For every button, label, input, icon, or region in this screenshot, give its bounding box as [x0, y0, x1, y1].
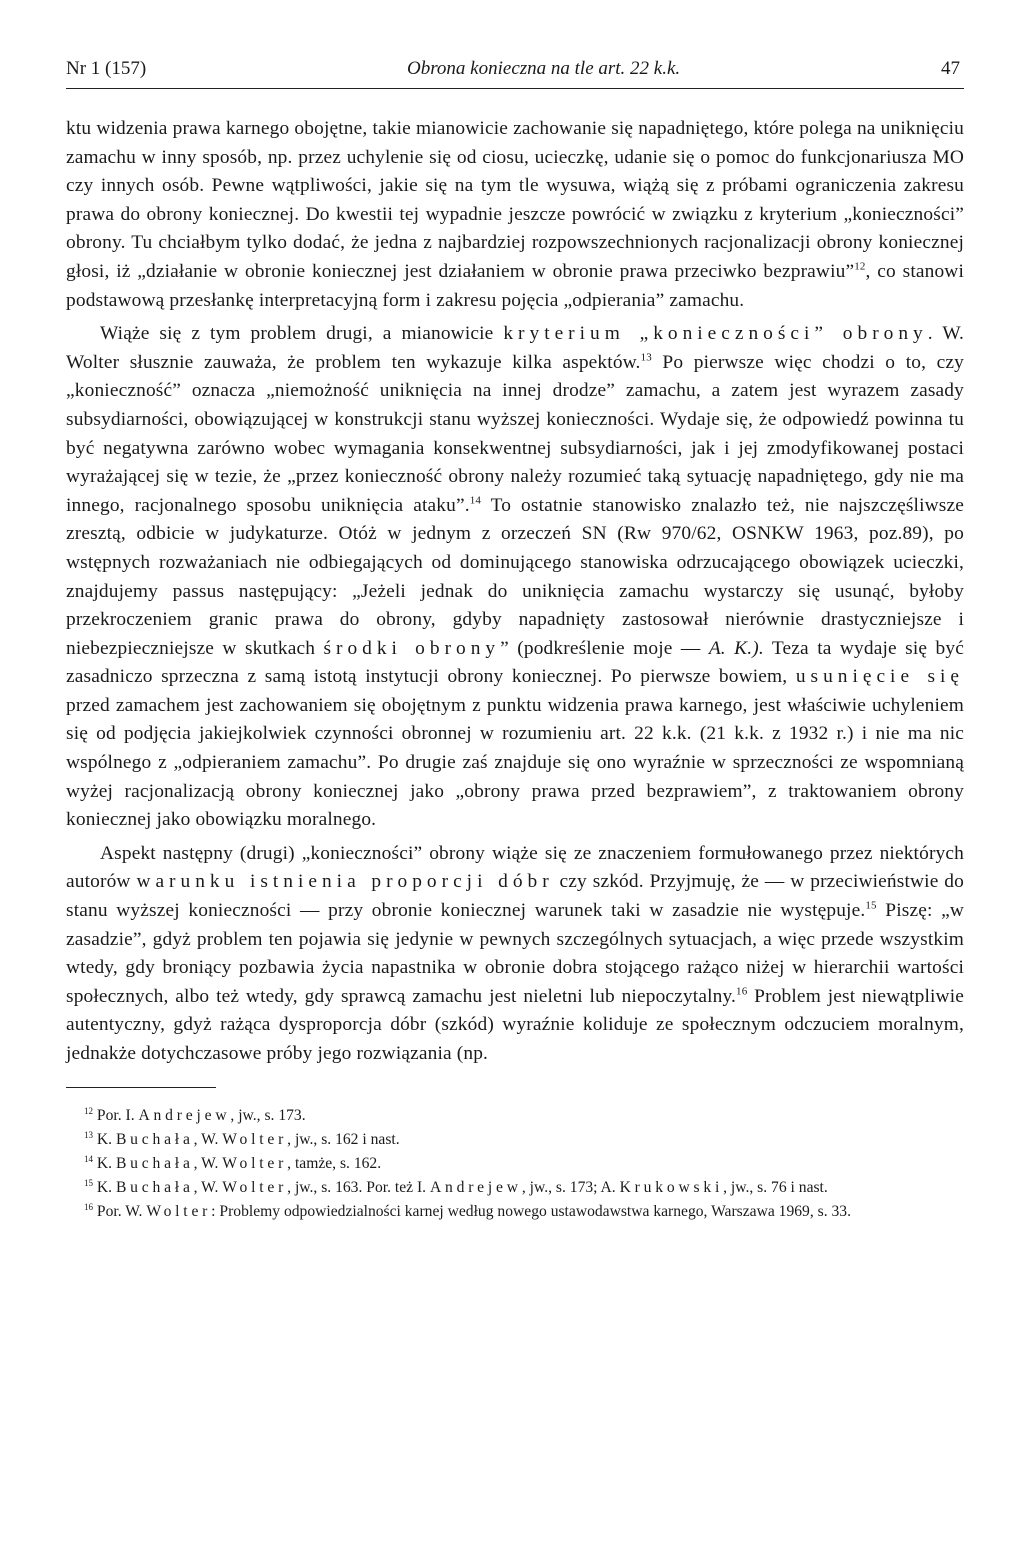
footnote-13	[66, 1128, 964, 1152]
footnote-number: 13	[84, 1129, 93, 1140]
footnote-rule	[66, 1087, 216, 1088]
footnote-text: , W.	[193, 1178, 223, 1196]
page-number: 47	[941, 58, 960, 79]
footnote-text: : Problemy odpowiedzialności karnej według nowego ustawodawstwa karnego, Warszawa 1969, s. 33.	[211, 1202, 851, 1220]
footnote-text: Por. I.	[96, 1106, 139, 1124]
article-body	[66, 115, 964, 1069]
footnote-ref-12[interactable]: 12	[854, 260, 866, 273]
author-name: Wolter	[222, 1178, 288, 1196]
paragraph-text: Teza ta wydaje się być zasadniczo sprzeczna z samą istotą instytucji obrony koniecznej. Po pierwsze bowiem,	[66, 637, 964, 688]
paragraph-text: To ostatnie stanowisko znalazło też, nie najszczęśliwsze zresztą, odbicie w judykaturze. Otóż w jednym z orzeczeń SN (Rw 970/62, OSNKW 1963, poz.89), po wstępnych rozważaniach nie odbiegających od dominującego stanowiska odrzucającego obowiązek ucieczki, znajdujemy passus następujący: „Jeżeli jednak do uniknięcia zamachu wystarczy się usunąć, byłoby przekroczeniem granic prawa do obrony, gdyby napadnięty zastosował nierównie drastyczniejsze i niebezpieczniejsze w skutkach	[66, 494, 964, 659]
footnote-ref-13[interactable]: 13	[640, 351, 652, 364]
author-name: Krukowski	[619, 1178, 724, 1196]
spaced-emphasis: usunięcie się	[795, 666, 965, 688]
footnote-text: K.	[96, 1130, 116, 1148]
spaced-emphasis: kryterium „konieczności” obrony	[503, 323, 928, 345]
paragraph-text: czy szkód. Przyjmuję, że — w przeciwieństwie do stanu wyższej konieczności — przy obronie koniecznej warunek taki w zasadzie nie występuje.	[66, 871, 964, 922]
footnote-14	[66, 1152, 964, 1176]
footnote-text: , W.	[193, 1154, 223, 1172]
paragraph-text: Aspekt następny (drugi) „konieczności” obrony wiąże się ze znaczeniem formułowanego przez niektórych autorów	[66, 842, 964, 893]
footnotes	[66, 1104, 964, 1224]
author-name: Wolter	[222, 1130, 288, 1148]
paragraph-text: ktu widzenia prawa karnego obojętne, takie mianowicie zachowanie się napadniętego, które polega na uniknięciu zamachu w inny sposób, np. przez uchylenie się od ciosu, ucieczkę, udanie się o pomoc do funkcjonariusza MO czy innych osób. Pewne wątpliwości, jakie się na tym tle wysuwa, wiążą się z próbami ograniczenia zakresu prawa do obrony koniecznej. Do kwestii tej wypadnie jeszcze powrócić w związku z kryterium „konieczności” obrony. Tu chciałbym tylko dodać, że jedna z najbardziej rozpowszechnionych racjonalizacji obrony koniecznej głosi, iż „działanie w obronie koniecznej jest działaniem w obronie prawa przeciwko bezprawiu”	[66, 118, 964, 282]
author-name: Andrejew	[429, 1178, 522, 1196]
paragraph-3	[66, 840, 964, 1069]
author-name: Buchała	[115, 1130, 194, 1148]
footnote-16	[66, 1200, 964, 1224]
paragraph-text: . W. Wolter słusznie zauważa, że problem ten wykazuje kilka aspektów.	[66, 323, 964, 373]
footnote-text: , jw., s. 76 i nast.	[723, 1178, 828, 1196]
footnote-number: 12	[84, 1105, 93, 1116]
footnote-text: K.	[96, 1154, 116, 1172]
paragraph-text: Piszę: „w zasadzie”, gdyż problem ten pojawia się jedynie w pewnych szczególnych sytuacjach, a więc przede wszystkim wtedy, gdy broniący pozbawia życia napastnika w obronie dobra stojącego rażąco niżej w hierarchii wartości społecznych, albo też wtedy, gdy sprawcą zamachu jest nieletni lub niepoczytalny.	[66, 900, 964, 1007]
paragraph-text: ” (podkreślenie moje —	[500, 637, 709, 659]
paragraph-text: przed zamachem jest zachowaniem się obojętnym z punktu widzenia prawa karnego, jest właściwie uchyleniem się od podjęcia jakiejkolwiek czynności obronnej w rozumieniu art. 22 k.k. (21 k.k. z 1932 r.) i nie ma nic wspólnego z „odpieraniem zamachu”. Po drugie zaś znajduje się ono wyraźnie w sprzeczności ze wspomnianą wyżej racjonalizacją obrony koniecznej jako „obrony prawa przed bezprawiem”, z traktowaniem obrony koniecznej jako obowiązku moralnego.	[66, 694, 964, 831]
spaced-emphasis: środki obrony	[323, 637, 501, 659]
footnote-text: , jw., s. 173; A.	[521, 1178, 620, 1196]
paragraph-1	[66, 115, 964, 315]
footnote-15	[66, 1176, 964, 1200]
footnote-12	[66, 1104, 964, 1128]
footnote-ref-15[interactable]: 15	[865, 899, 877, 912]
author-name: Buchała	[115, 1154, 194, 1172]
author-name: Buchała	[115, 1178, 194, 1196]
issue-number: Nr 1 (157)	[66, 58, 147, 79]
paragraph-2	[66, 320, 964, 835]
footnote-ref-14[interactable]: 14	[469, 494, 482, 507]
spaced-emphasis: warunku istnienia proporcji dóbr	[136, 871, 554, 893]
author-name: Wolter	[222, 1154, 288, 1172]
author-name: Andrejew	[138, 1106, 231, 1124]
footnote-number: 15	[84, 1177, 93, 1188]
footnote-text: , jw., s. 162 i nast.	[287, 1130, 400, 1148]
author-name: Wolter	[146, 1202, 212, 1220]
running-title: Obrona konieczna na tle art. 22 k.k.	[407, 58, 681, 79]
header-rule	[66, 88, 964, 89]
footnote-ref-16[interactable]: 16	[736, 985, 748, 998]
footnote-text: , jw., s. 173.	[230, 1106, 306, 1124]
running-header	[66, 58, 964, 80]
footnote-text: K.	[96, 1178, 116, 1196]
paragraph-text: , co stanowi podstawową przesłankę interpretacyjną form i zakresu pojęcia „odpierania” zamachu.	[66, 260, 964, 311]
footnote-text: , jw., s. 163. Por. też I.	[287, 1178, 430, 1196]
paragraph-text: Po pierwsze więc chodzi o to, czy „konieczność” oznacza „niemożność uniknięcia na innej drodze” zamachu, a zatem jest wyrazem zasady subsydiarności, obowiązującej w konstrukcji stanu wyższej konieczności. Wydaje się, że odpowiedź powinna tu być negatywna zarówno wobec wymagania konsekwentnej subsydiarności, jak i jej zmodyfikowanej postaci wyrażającej się w tezie, że „przez konieczność obrony należy rozumieć taką sytuację napadniętego, gdy nie ma innego, racjonalnego sposobu uniknięcia ataku”.	[66, 351, 964, 516]
footnote-number: 14	[84, 1153, 93, 1164]
footnote-number: 16	[84, 1201, 93, 1212]
footnote-text: , tamże, s. 162.	[287, 1154, 382, 1172]
paragraph-text: Problem jest niewątpliwie autentyczny, gdyż rażąca dysproporcja dóbr (szkód) wyraźnie koliduje ze społecznym odczuciem moralnym, jednakże dotychczasowe próby jego rozwiązania (np.	[66, 985, 965, 1064]
author-initials: A. K.).	[708, 637, 764, 659]
footnote-text: , W.	[193, 1130, 223, 1148]
paragraph-text: Wiąże się z tym problem drugi, a mianowicie	[100, 323, 504, 345]
footnote-text: Por. W.	[96, 1202, 147, 1220]
